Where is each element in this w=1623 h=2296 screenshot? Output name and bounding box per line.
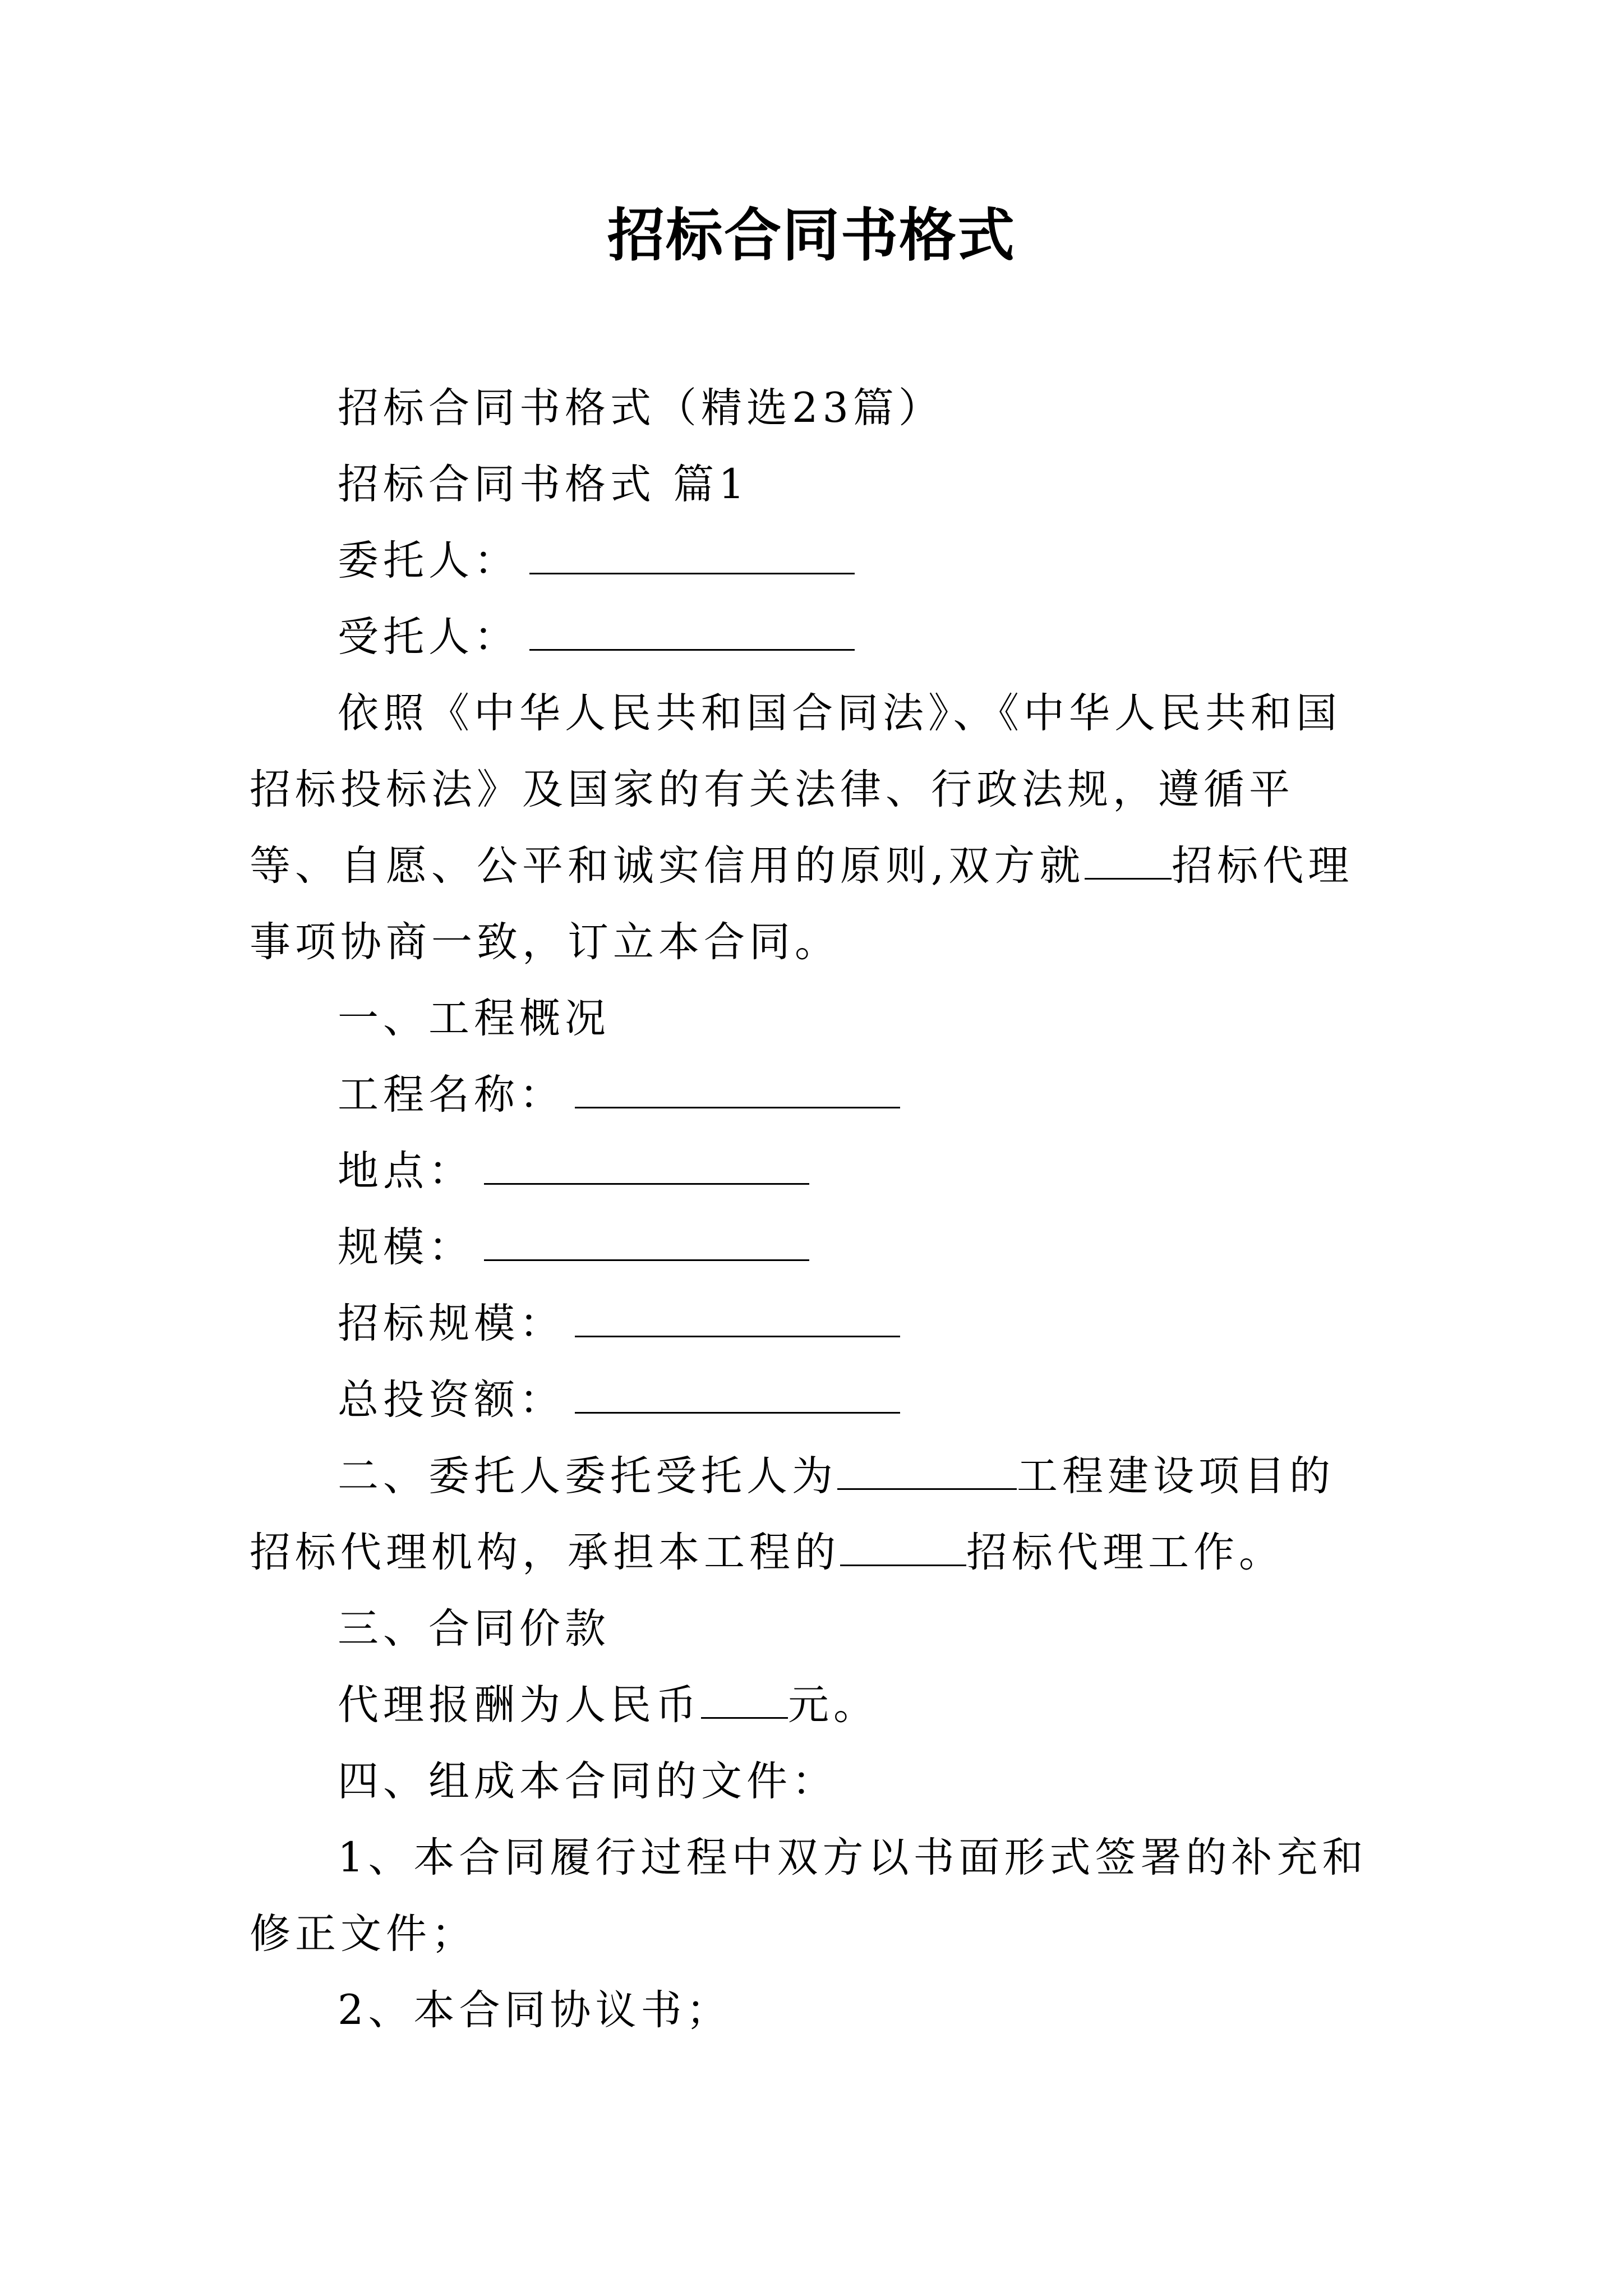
heading-contract-documents: 四、组成本合同的文件： [338, 1757, 837, 1805]
field-label: 委托人： [338, 537, 519, 585]
fill-in-blank [575, 1099, 900, 1108]
field-project-name [250, 1057, 1377, 1133]
field-location [250, 1133, 1377, 1209]
paragraph-preamble: 依照《中华人民共和国合同法》、《中华人民共和国招标投标法》及国家的有关法律、行政法规，遵循平等、自愿、公平和诚实信用的原则,双方就 招标代理事项协商一致，订立本合同。 [250, 689, 1354, 966]
fill-in-blank [1085, 870, 1172, 880]
paragraph-delegation: 二、委托人委托受托人为 工程建设项目的招标代理机构，承担本工程的 招标代理工作。 [250, 1452, 1335, 1576]
document-title: 招标合同书格式 [607, 202, 1016, 269]
fill-in-blank [529, 565, 855, 574]
field-total-investment [250, 1362, 1377, 1438]
field-label: 受托人： [338, 613, 519, 661]
field-scale [250, 1209, 1377, 1286]
field-tender-scale [250, 1286, 1377, 1362]
field-label: 规模： [338, 1223, 474, 1271]
field-label: 招标规模： [338, 1300, 565, 1347]
fill-in-blank [701, 1709, 788, 1719]
fill-in-blank [484, 1251, 809, 1261]
field-label: 地点： [338, 1147, 474, 1195]
fill-in-blank [837, 1480, 1017, 1490]
document-body [250, 370, 1377, 2049]
heading-project-overview: 一、工程概况 [338, 995, 610, 1042]
fill-in-blank [575, 1404, 900, 1414]
field-label: 总投资额： [338, 1376, 565, 1424]
list-item: 2、本合同协议书； [338, 1986, 732, 2034]
fill-in-blank [484, 1175, 809, 1185]
paragraph-section-heading: 招标合同书格式 篇1 [338, 461, 749, 508]
fill-in-blank [840, 1557, 966, 1566]
list-item: 1、本合同履行过程中双方以书面形式签署的补充和修正文件； [250, 1834, 1368, 1958]
field-agent [250, 599, 1377, 675]
field-principal [250, 523, 1377, 599]
heading-contract-price: 三、合同价款 [338, 1605, 610, 1653]
fill-in-blank [529, 641, 855, 651]
paragraph-fee: 代理报酬为人民币 元。 [338, 1681, 879, 1729]
fill-in-blank [575, 1328, 900, 1337]
paragraph-subtitle: 招标合同书格式（精选23篇） [338, 384, 944, 432]
field-label: 工程名称： [338, 1071, 565, 1119]
